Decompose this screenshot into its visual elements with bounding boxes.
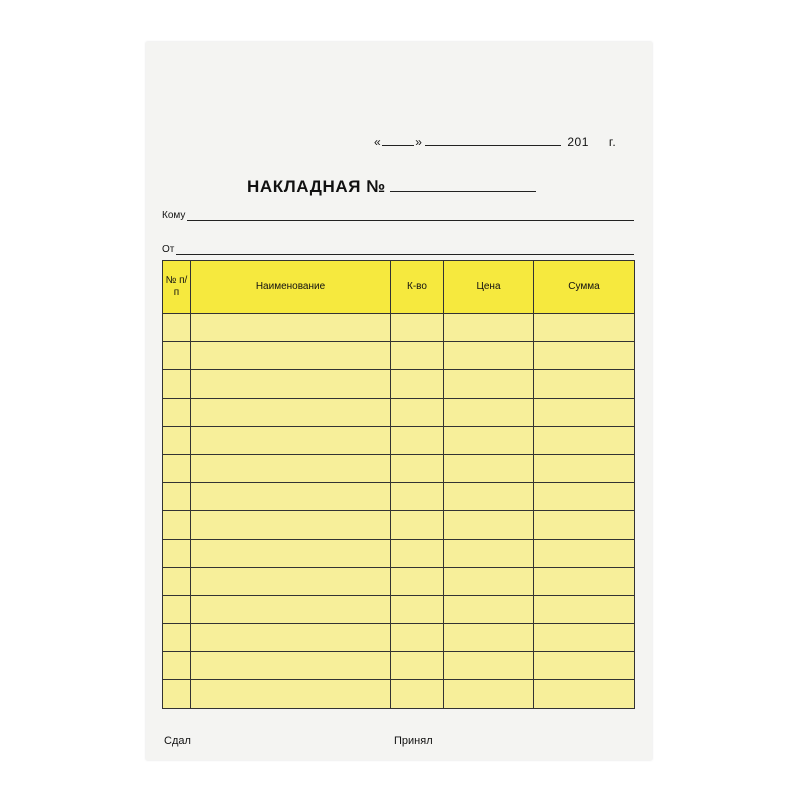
cell-quantity[interactable] bbox=[391, 652, 444, 680]
date-line bbox=[374, 135, 616, 149]
month-blank[interactable] bbox=[425, 135, 561, 146]
table-row bbox=[163, 595, 635, 623]
day-blank[interactable] bbox=[382, 135, 414, 146]
table-row bbox=[163, 370, 635, 398]
gave-signature-label: Сдал bbox=[164, 735, 191, 747]
table-row bbox=[163, 567, 635, 595]
cell-price[interactable] bbox=[444, 567, 534, 595]
cell-price[interactable] bbox=[444, 511, 534, 539]
cell-price[interactable] bbox=[444, 680, 534, 708]
cell-quantity[interactable] bbox=[391, 426, 444, 454]
cell-sum[interactable] bbox=[534, 370, 635, 398]
received-signature-label: Принял bbox=[394, 735, 433, 747]
cell-sum[interactable] bbox=[534, 483, 635, 511]
cell-sum[interactable] bbox=[534, 567, 635, 595]
table-row bbox=[163, 483, 635, 511]
cell-name[interactable] bbox=[191, 426, 391, 454]
table-row bbox=[163, 314, 635, 342]
cell-name[interactable] bbox=[191, 398, 391, 426]
table-row bbox=[163, 680, 635, 708]
year-suffix: г. bbox=[608, 135, 617, 149]
cell-quantity[interactable] bbox=[391, 314, 444, 342]
recipient-label: Кому bbox=[162, 210, 186, 221]
cell-quantity[interactable] bbox=[391, 624, 444, 652]
cell-sum[interactable] bbox=[534, 680, 635, 708]
cell-price[interactable] bbox=[444, 342, 534, 370]
table-row bbox=[163, 511, 635, 539]
recipient-line[interactable] bbox=[187, 212, 634, 221]
cell-number[interactable] bbox=[163, 314, 191, 342]
table-row bbox=[163, 652, 635, 680]
header-sum-label: Сумма bbox=[568, 281, 600, 292]
cell-name[interactable] bbox=[191, 652, 391, 680]
cell-sum[interactable] bbox=[534, 624, 635, 652]
table-header-row bbox=[163, 261, 635, 314]
cell-number[interactable] bbox=[163, 342, 191, 370]
table-row bbox=[163, 398, 635, 426]
cell-price[interactable] bbox=[444, 398, 534, 426]
sender-label: От bbox=[162, 244, 175, 255]
cell-number[interactable] bbox=[163, 511, 191, 539]
cell-number[interactable] bbox=[163, 624, 191, 652]
title-text: НАКЛАДНАЯ № bbox=[247, 177, 386, 196]
cell-sum[interactable] bbox=[534, 539, 635, 567]
cell-name[interactable] bbox=[191, 342, 391, 370]
cell-price[interactable] bbox=[444, 370, 534, 398]
cell-number[interactable] bbox=[163, 454, 191, 482]
cell-price[interactable] bbox=[444, 595, 534, 623]
invoice-number-blank[interactable] bbox=[390, 175, 536, 192]
recipient-field[interactable] bbox=[162, 210, 634, 221]
cell-sum[interactable] bbox=[534, 342, 635, 370]
cell-price[interactable] bbox=[444, 314, 534, 342]
cell-sum[interactable] bbox=[534, 398, 635, 426]
header-name-label: Наименование bbox=[255, 281, 326, 292]
cell-number[interactable] bbox=[163, 567, 191, 595]
cell-number[interactable] bbox=[163, 539, 191, 567]
sender-line[interactable] bbox=[176, 246, 634, 255]
cell-name[interactable] bbox=[191, 511, 391, 539]
cell-sum[interactable] bbox=[534, 511, 635, 539]
date-open-quote: « bbox=[374, 135, 382, 149]
table-row bbox=[163, 342, 635, 370]
header-price-label: Цена bbox=[476, 281, 501, 292]
cell-quantity[interactable] bbox=[391, 539, 444, 567]
header-number bbox=[163, 261, 191, 314]
cell-number[interactable] bbox=[163, 483, 191, 511]
cell-price[interactable] bbox=[444, 624, 534, 652]
cell-name[interactable] bbox=[191, 314, 391, 342]
cell-sum[interactable] bbox=[534, 314, 635, 342]
cell-price[interactable] bbox=[444, 426, 534, 454]
cell-name[interactable] bbox=[191, 595, 391, 623]
header-number-label: № п/п bbox=[165, 275, 188, 298]
cell-quantity[interactable] bbox=[391, 567, 444, 595]
cell-name[interactable] bbox=[191, 370, 391, 398]
cell-number[interactable] bbox=[163, 370, 191, 398]
cell-name[interactable] bbox=[191, 483, 391, 511]
cell-name[interactable] bbox=[191, 539, 391, 567]
header-price bbox=[444, 261, 534, 314]
cell-number[interactable] bbox=[163, 398, 191, 426]
table-row bbox=[163, 426, 635, 454]
cell-number[interactable] bbox=[163, 595, 191, 623]
header-quantity-label: К-во bbox=[407, 281, 427, 292]
items-table bbox=[162, 260, 635, 709]
cell-quantity[interactable] bbox=[391, 342, 444, 370]
cell-sum[interactable] bbox=[534, 426, 635, 454]
cell-price[interactable] bbox=[444, 652, 534, 680]
cell-number[interactable] bbox=[163, 652, 191, 680]
header-quantity bbox=[391, 261, 444, 314]
cell-price[interactable] bbox=[444, 483, 534, 511]
table-row bbox=[163, 454, 635, 482]
cell-price[interactable] bbox=[444, 454, 534, 482]
cell-number[interactable] bbox=[163, 680, 191, 708]
cell-quantity[interactable] bbox=[391, 454, 444, 482]
cell-name[interactable] bbox=[191, 624, 391, 652]
cell-name[interactable] bbox=[191, 680, 391, 708]
date-close-quote: » bbox=[415, 135, 423, 149]
table-row bbox=[163, 624, 635, 652]
header-name bbox=[191, 261, 391, 314]
sender-field[interactable] bbox=[162, 244, 634, 255]
cell-sum[interactable] bbox=[534, 652, 635, 680]
document-title bbox=[247, 175, 536, 197]
cell-price[interactable] bbox=[444, 539, 534, 567]
cell-sum[interactable] bbox=[534, 595, 635, 623]
year-prefix: 201 bbox=[567, 135, 589, 149]
cell-quantity[interactable] bbox=[391, 398, 444, 426]
invoice-form bbox=[146, 42, 652, 760]
cell-number[interactable] bbox=[163, 426, 191, 454]
cell-quantity[interactable] bbox=[391, 370, 444, 398]
table-body bbox=[163, 314, 635, 709]
header-sum bbox=[534, 261, 635, 314]
cell-quantity[interactable] bbox=[391, 483, 444, 511]
cell-quantity[interactable] bbox=[391, 680, 444, 708]
cell-sum[interactable] bbox=[534, 454, 635, 482]
cell-quantity[interactable] bbox=[391, 595, 444, 623]
cell-quantity[interactable] bbox=[391, 511, 444, 539]
cell-name[interactable] bbox=[191, 454, 391, 482]
table-row bbox=[163, 539, 635, 567]
cell-name[interactable] bbox=[191, 567, 391, 595]
